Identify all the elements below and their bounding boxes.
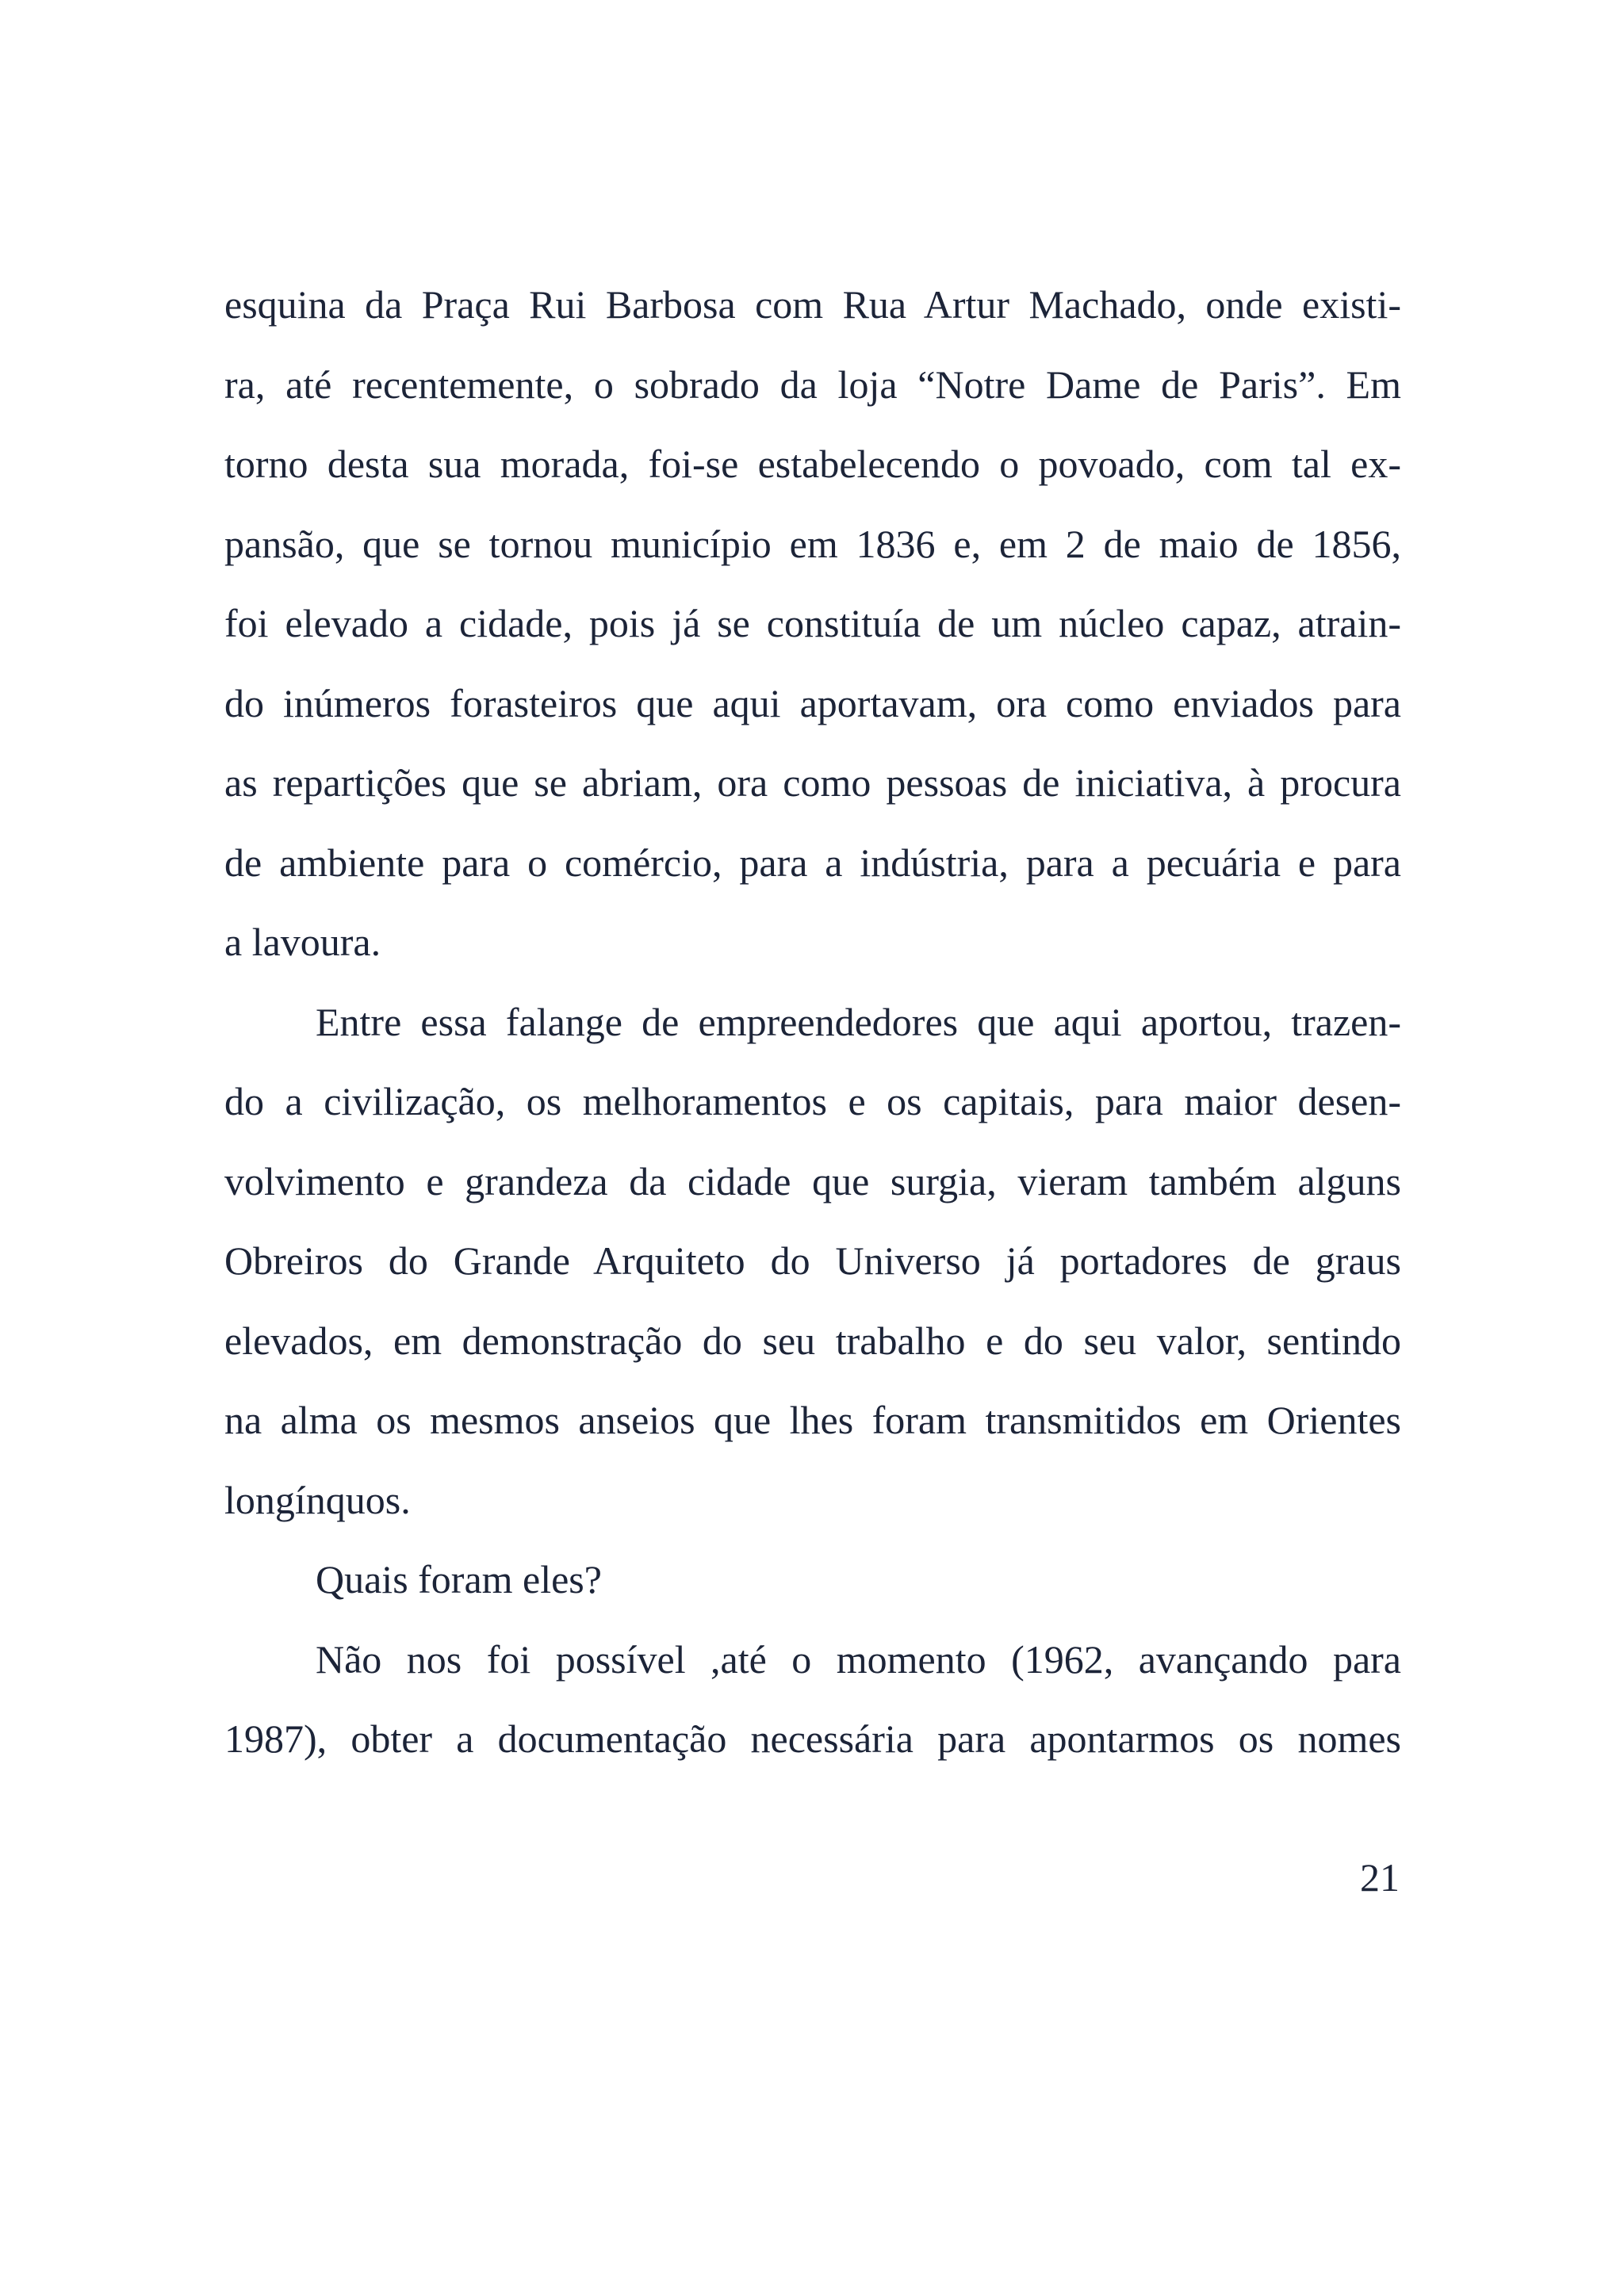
text-line: esquina da Praça Rui Barbosa com Rua Artur Machado, onde existi-	[224, 282, 1401, 327]
page-number: 21	[1360, 1855, 1400, 1900]
text-line: longínquos.	[224, 1477, 411, 1522]
text-line: 1987), obter a documentação necessária para apontarmos os nomes	[224, 1716, 1401, 1761]
text-line: volvimento e grandeza da cidade que surgia, vieram também alguns	[224, 1158, 1401, 1203]
text-line: do a civilização, os melhoramentos e os capitais, para maior desen-	[224, 1079, 1401, 1123]
text-line: de ambiente para o comércio, para a indústria, para a pecuária e para	[224, 840, 1401, 885]
text-line: foi elevado a cidade, pois já se constituía de um núcleo capaz, atrain-	[224, 601, 1401, 645]
text-line: Quais foram eles?	[316, 1557, 602, 1601]
text-line: Obreiros do Grande Arquiteto do Universo já portadores de graus	[224, 1238, 1401, 1283]
text-line: torno desta sua morada, foi-se estabelecendo o povoado, com tal ex-	[224, 442, 1401, 486]
text-line: pansão, que se tornou município em 1836 e, em 2 de maio de 1856,	[224, 521, 1401, 566]
text-line: as repartições que se abriam, ora como pessoas de iniciativa, à procura	[224, 760, 1401, 805]
text-line: a lavoura.	[224, 920, 381, 964]
text-line: elevados, em demonstração do seu trabalho e do seu valor, sentindo	[224, 1318, 1401, 1363]
text-line: Não nos foi possível ,até o momento (1962, avançando para	[316, 1636, 1401, 1682]
text-line: Entre essa falange de empreendedores que aqui aportou, trazen-	[316, 999, 1401, 1044]
text-line: na alma os mesmos anseios que lhes foram transmitidos em Orientes	[224, 1398, 1401, 1442]
body-text	[224, 265, 1401, 1779]
text-line: ra, até recentemente, o sobrado da loja “Notre Dame de Paris”. Em	[224, 362, 1401, 407]
text-line: do inúmeros forasteiros que aqui aportavam, ora como enviados para	[224, 680, 1401, 725]
